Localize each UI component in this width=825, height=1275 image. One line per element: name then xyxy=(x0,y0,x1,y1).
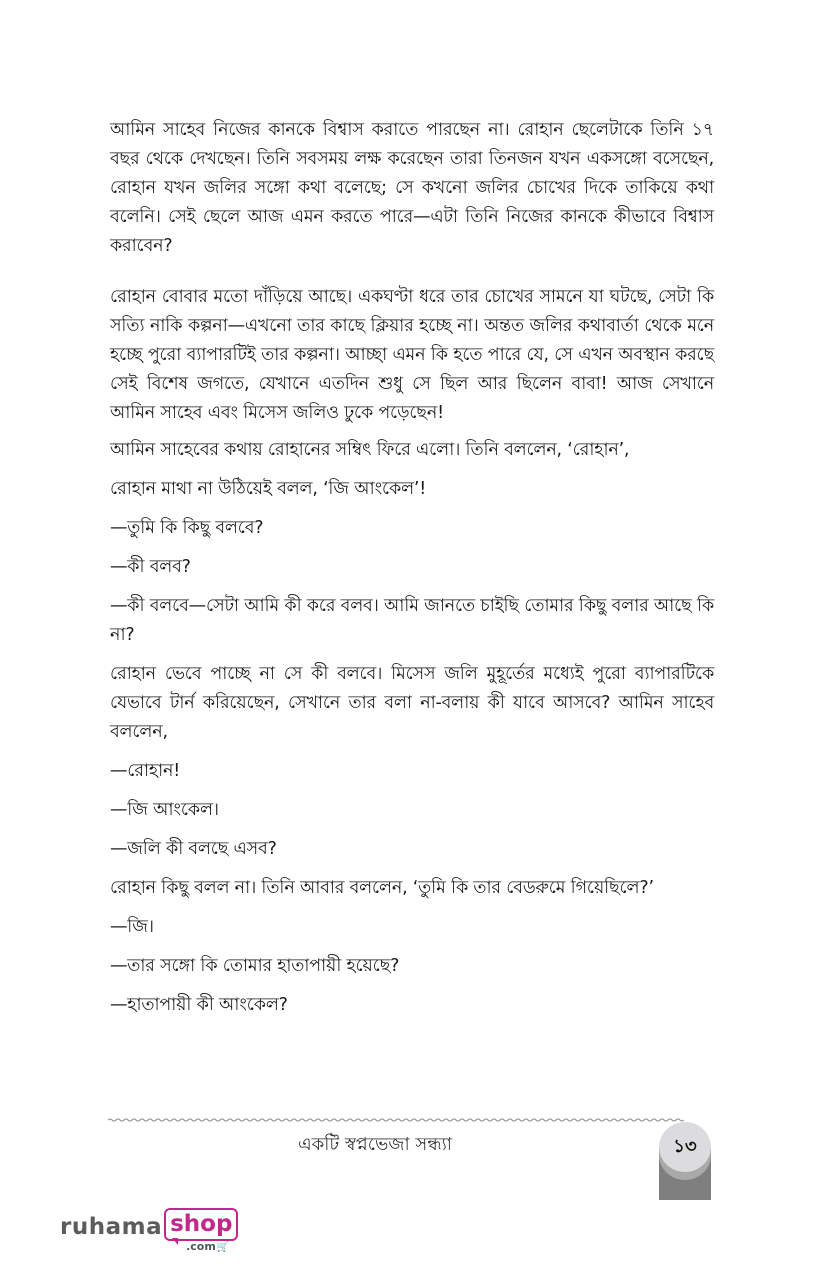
logo-speech-bubble xyxy=(164,1211,238,1253)
logo-text-shop: shop xyxy=(164,1208,238,1241)
page-body xyxy=(110,116,714,1030)
dialogue-line: —জলি কী বলছে এসব? xyxy=(110,839,277,859)
shopping-cart-icon: 🛒 xyxy=(216,1242,230,1253)
dialogue-line: —কী বলবে—সেটা আমি কী করে বলব। আমি জানতে চাইছি তোমার কিছু বলার আছে কি না? xyxy=(110,596,714,645)
paragraph: রোহান কিছু বলল না। তিনি আবার বললেন, ‘তুমি কি তার বেডরুমে গিয়েছিলে?’ xyxy=(110,878,654,898)
paragraph: রোহান মাথা না উঠিয়েই বলল, ‘জি আংকেল’! xyxy=(110,479,427,499)
paragraph: আমিন সাহেব নিজের কানকে বিশ্বাস করাতে পারছেন না। রোহান ছেলেটাকে তিনি ১৭ বছর থেকে দেখছেন। তিনি সবসময় লক্ষ করেছেন তারা তিনজন যখন একসঙ্গো বসেছেন, রোহান যখন জলির সঙ্গো কথা বলেছে; সে কখনো জলির চোখের দিকে তাকিয়ে কথা বলেনি। সেই ছেলে আজ এমন করতে পারে—এটা তিনি নিজের কানকে কীভাবে বিশ্বাস করাবেন? xyxy=(110,120,714,256)
dialogue-line: —হাতাপায়ী কী আংকেল? xyxy=(110,995,288,1015)
dialogue-line: —তার সঙ্গো কি তোমার হাতাপায়ী হয়েছে? xyxy=(110,956,400,976)
dialogue-line: —কী বলব? xyxy=(110,557,191,577)
running-title: একটি স্বপ্নভেজা সন্ধ্যা xyxy=(297,1134,453,1155)
speech-bubble-tail-icon xyxy=(172,1238,178,1245)
dialogue-line: —তুমি কি কিছু বলবে? xyxy=(110,518,264,538)
logo-domain-text: .com xyxy=(186,1240,216,1253)
dialogue-line: —রোহান! xyxy=(110,761,181,781)
dialogue-line: —জি আংকেল। xyxy=(110,800,219,820)
logo-domain xyxy=(186,1240,229,1253)
page-number-tab xyxy=(659,1122,711,1200)
dialogue-line: —জি। xyxy=(110,917,154,937)
footer-wavy-divider xyxy=(108,1116,684,1124)
logo-text-ruhama: ruhama xyxy=(60,1214,163,1240)
paragraph: রোহান বোবার মতো দাঁড়িয়ে আছে। একঘণ্টা ধরে তার চোখের সামনে যা ঘটছে, সেটা কি সত্যি নাকি কল্পনা—এখনো তার কাছে ক্লিয়ার হচ্ছে না। অন্তত জলির কথাবার্তা থেকে মনে হচ্ছে পুরো ব্যাপারটিই তার কল্পনা। আচ্ছা এমন কি হতে পারে যে, সে এখন অবস্থান করছে সেই বিশেষ জগতে, যেখানে এতদিন শুধু সে ছিল আর ছিলেন বাবা! আজ সেখানে আমিন সাহেব এবং মিসেস জলিও ঢুকে পড়েছেন! xyxy=(110,287,714,423)
ruhamashop-watermark-logo xyxy=(60,1212,238,1252)
page-number: ১৩ xyxy=(659,1122,711,1172)
paragraph: আমিন সাহেবের কথায় রোহানের সম্বিৎ ফিরে এলো। তিনি বললেন, ‘রোহান’, xyxy=(110,440,630,460)
paragraph: রোহান ভেবে পাচ্ছে না সে কী বলবে। মিসেস জলি মুহূর্তের মধ্যেই পুরো ব্যাপারটিকে যেভাবে টার্ন করিয়েছেন, সেখানে তার বলা না-বলায় কী যাবে আসবে? আমিন সাহেব বললেন, xyxy=(110,664,714,742)
